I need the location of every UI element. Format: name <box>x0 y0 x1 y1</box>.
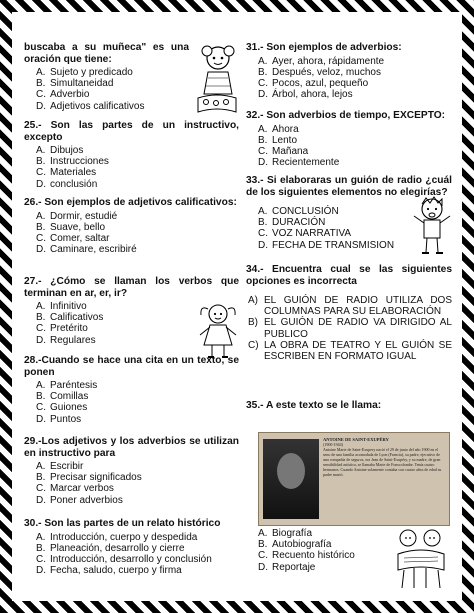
option-a[interactable]: A. Ayer, ahora, rápidamente <box>258 55 385 67</box>
option-list <box>246 56 446 101</box>
question-title: 34.- Encuentra cual se las siguientes opciones es incorrecta <box>246 264 452 287</box>
option-d[interactable]: D. FECHA DE TRANSMISION <box>258 239 395 251</box>
question-28 <box>24 355 239 425</box>
option-b[interactable]: B. Suave, bello <box>36 221 106 233</box>
option-a[interactable]: A. Paréntesis <box>36 380 98 391</box>
option-list <box>246 528 386 573</box>
option-c[interactable]: C. VOZ NARRATIVA <box>258 228 352 240</box>
biography-heading: ANTOINE DE SAINT-EXUPÉRY <box>323 437 389 442</box>
option-a[interactable]: A. CONCLUSIÓN <box>258 206 339 217</box>
girl-reading-doodle-icon <box>194 42 240 118</box>
option-b[interactable]: B. DURACIÓN <box>258 217 326 229</box>
question-title: 28.-Cuando se hace una cita en un texto, se ponen <box>24 355 239 378</box>
option-list <box>246 124 452 169</box>
kids-with-sign-doodle-icon <box>392 526 450 594</box>
question-25 <box>24 120 239 190</box>
option-c[interactable]: C. Pretérito <box>36 323 88 335</box>
option-list <box>246 295 452 362</box>
question-35-options <box>246 526 386 573</box>
option-d[interactable]: D. Fecha, saludo, cuerpo y firma <box>36 565 182 577</box>
option-b[interactable]: B. Instrucciones <box>36 156 109 168</box>
question-29 <box>24 436 239 506</box>
question-32 <box>246 110 452 168</box>
question-34 <box>246 264 452 362</box>
option-b[interactable]: B) EL GUIÓN DE RADIO VA DIRIGIDO AL PUBLICO <box>248 317 452 340</box>
option-a[interactable]: A) EL GUIÓN DE RADIO UTILIZA DOS COLUMNAS PARA SU ELABORACIÓN <box>248 295 452 318</box>
question-title: 27.- ¿Cómo se llaman los verbos que terminan en ar, er, ir? <box>24 276 239 299</box>
option-c[interactable]: C. Materiales <box>36 167 97 179</box>
option-a[interactable]: A. Infinitivo <box>36 301 87 312</box>
option-c[interactable]: C. Adverbio <box>36 89 90 101</box>
boy-doodle-icon <box>412 196 452 256</box>
option-a[interactable]: A. Dormir, estudié <box>36 210 118 222</box>
option-d[interactable]: D. Regulares <box>36 334 96 346</box>
question-title: 33.- Si elaboraras un guión de radio ¿cuál de los siguientes elementos no elegirías? <box>246 175 452 198</box>
question-title: 29.-Los adjetivos y los adverbios se utilizan en instructivo para <box>24 436 239 459</box>
option-c[interactable]: C. Guiones <box>36 402 88 414</box>
biography-body: Antoine Marie de Saint-Exupery nació el 29 de junio del año 1900 en el seno de una familia acomodada de Lyon (Francia), su padre, ejecutivo de una compañía de seguros, era Jean de Saint-Exupéry, y su madre, de gran sensibilidad artística, se llamaba Marie de Fonscolombe. Tenía cuatro hermanos. Cuando Antoine solamente contaba con cuatro años de edad su padre murió. <box>323 447 442 477</box>
option-d[interactable]: D. Poner adverbios <box>36 494 123 506</box>
option-b[interactable]: B. Autobiografía <box>258 539 332 551</box>
biography-text-card <box>258 432 450 526</box>
option-list <box>24 67 189 112</box>
option-d[interactable]: D. Recientemente <box>258 157 340 169</box>
question-title: 31.- Son ejemplos de adverbios: <box>246 42 402 53</box>
girl-doodle-icon <box>196 301 240 361</box>
question-title: 25.- Son las partes de un instructivo, excepto <box>24 120 239 143</box>
option-d[interactable]: D. Reportaje <box>258 561 316 573</box>
option-b[interactable]: B. Después, veloz, muchos <box>258 66 381 78</box>
portrait-photo <box>263 439 319 519</box>
option-a[interactable]: A. Sujeto y predicado <box>36 67 133 78</box>
question-title: 30.- Son las partes de un relato histórico <box>24 518 221 529</box>
option-c[interactable]: C. Recuento histórico <box>258 550 355 562</box>
option-b[interactable]: B. Precisar significados <box>36 472 142 484</box>
option-c[interactable]: C) LA OBRA DE TEATRO Y EL GUIÓN SE ESCRIBEN EN FORMATO IGUAL <box>248 339 452 363</box>
option-list <box>24 461 239 506</box>
question-31 <box>246 42 446 100</box>
question-title: 26.- Son ejemplos de adjetivos calificativos: <box>24 197 237 208</box>
option-b[interactable]: B. Calificativos <box>36 312 104 324</box>
option-a[interactable]: A. Escribir <box>36 461 84 472</box>
option-d[interactable]: D. conclusión <box>36 178 98 190</box>
option-d[interactable]: D. Árbol, ahora, lejos <box>258 89 353 101</box>
option-c[interactable]: C. Comer, saltar <box>36 232 110 244</box>
option-list <box>24 532 239 577</box>
worksheet-page <box>14 14 460 599</box>
question-35 <box>246 400 452 412</box>
question-title: 35.- A este texto se le llama: <box>246 400 382 411</box>
biography-text <box>323 437 445 477</box>
option-b[interactable]: B. Planeación, desarrollo y cierre <box>36 542 185 554</box>
biography-years: (1900-1944) <box>323 442 343 447</box>
option-a[interactable]: A. Dibujos <box>36 145 84 156</box>
option-c[interactable]: C. Marcar verbos <box>36 483 114 495</box>
option-a[interactable]: A. Ahora <box>258 123 299 135</box>
question-30 <box>24 518 239 576</box>
option-list <box>24 145 239 190</box>
option-b[interactable]: B. Comillas <box>36 391 89 403</box>
option-b[interactable]: B. Lento <box>258 134 298 146</box>
question-24 <box>24 42 189 112</box>
option-d[interactable]: D. Adjetivos calificativos <box>36 100 145 112</box>
option-d[interactable]: D. Caminare, escribiré <box>36 244 137 256</box>
option-a[interactable]: A. Biografía <box>258 528 313 539</box>
question-26 <box>24 197 239 255</box>
option-c[interactable]: C. Introducción, desarrollo y conclusión <box>36 553 212 565</box>
question-title: 32.- Son adverbios de tiempo, EXCEPTO: <box>246 110 446 121</box>
option-b[interactable]: B. Simultaneidad <box>36 78 114 90</box>
option-list <box>24 380 239 425</box>
question-title: buscaba a su muñeca" es una oración que tiene: <box>24 42 189 65</box>
option-c[interactable]: C. Mañana <box>258 145 309 157</box>
option-d[interactable]: D. Puntos <box>36 413 82 425</box>
option-a[interactable]: A. Introducción, cuerpo y despedida <box>36 531 198 543</box>
option-c[interactable]: C. Pocos, azul, pequeño <box>258 77 369 89</box>
option-list <box>24 211 239 256</box>
